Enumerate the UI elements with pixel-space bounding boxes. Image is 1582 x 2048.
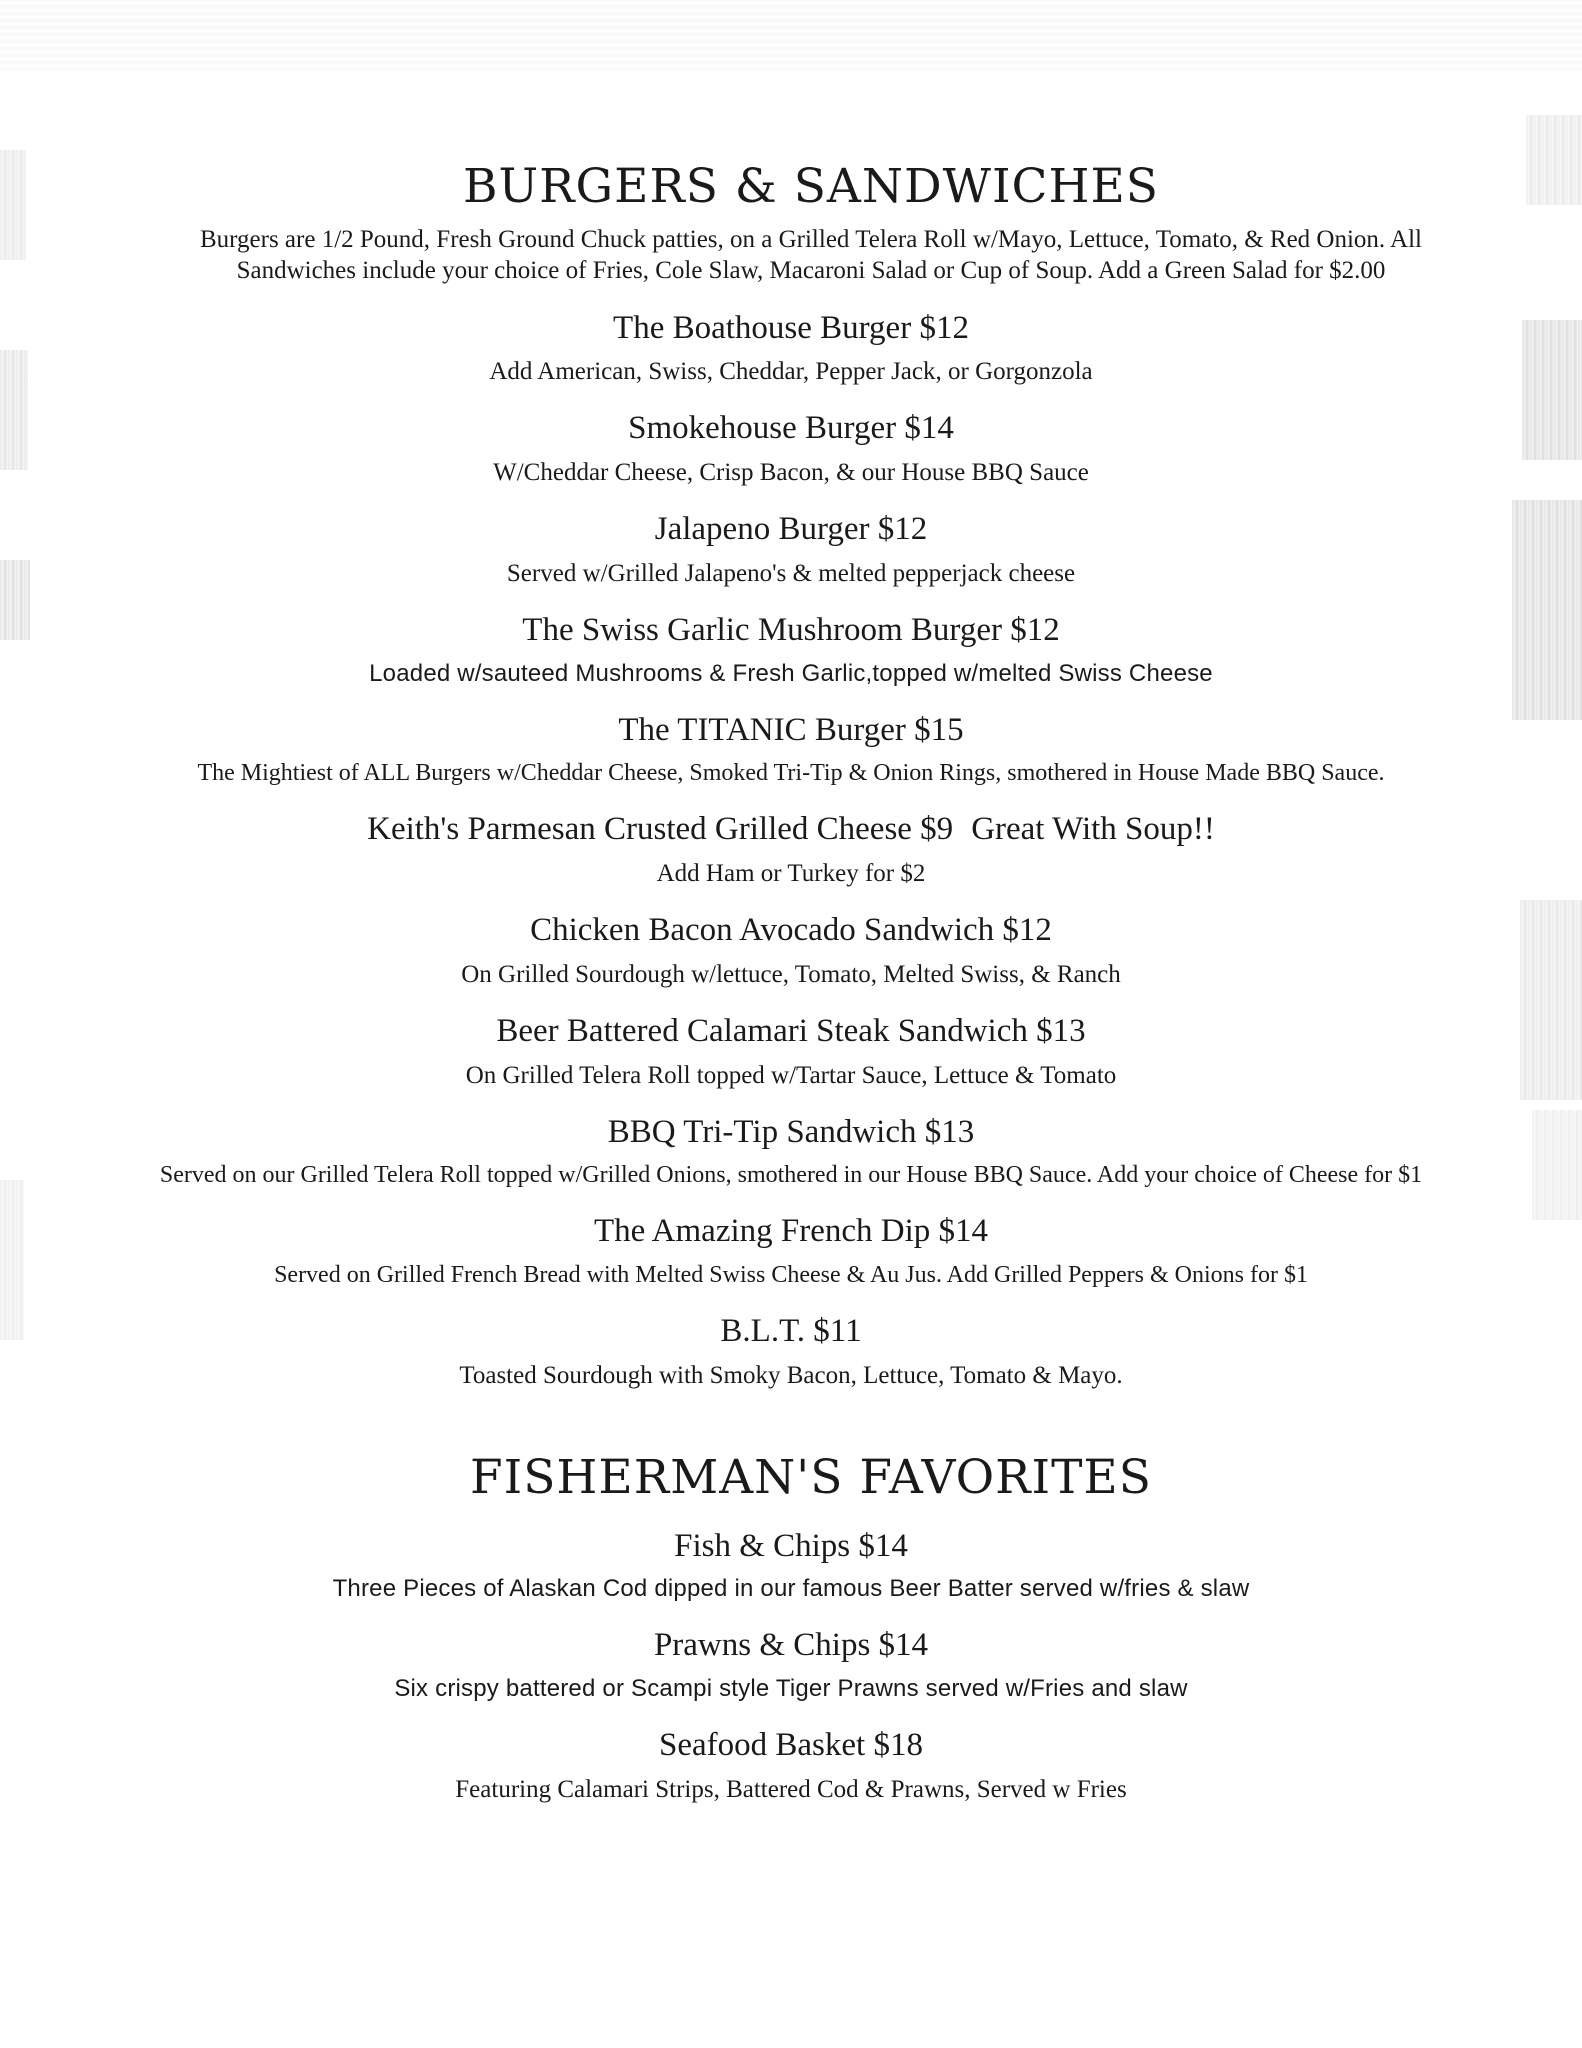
intro-line: Burgers are 1/2 Pound, Fresh Ground Chuck patties, on a Grilled Telera Roll w/Mayo, Lettuce, Tomato, & Red Onion. All xyxy=(199,226,1422,254)
menu-item-name: Chicken Bacon Avocado Sandwich $12 xyxy=(530,912,1052,949)
section-title: FISHERMAN'S FAVORITES xyxy=(470,1449,1152,1505)
menu-item xyxy=(0,1626,1582,1704)
menu-item-name: The Amazing French Dip $14 xyxy=(593,1213,989,1250)
menu-item-name: Prawns & Chips $14 xyxy=(653,1627,929,1664)
menu-item-name: The Swiss Garlic Mushroom Burger $12 xyxy=(522,612,1060,649)
menu-item xyxy=(0,1212,1582,1290)
menu-item-name: The TITANIC Burger $15 xyxy=(618,711,964,748)
menu-item-description: Three Pieces of Alaskan Cod dipped in our famous Beer Batter served w/fries & slaw xyxy=(332,1575,1250,1603)
menu-item xyxy=(0,510,1582,589)
menu-item-description: Featuring Calamari Strips, Battered Cod & Prawns, Served w Fries xyxy=(455,1775,1127,1803)
menu-item-description: Six crispy battered or Scampi style Tiger Prawns served w/Fries and slaw xyxy=(394,1675,1188,1703)
menu-item-name: Keith's Parmesan Crusted Grilled Cheese $9 xyxy=(367,811,954,848)
menu-item-name: Beer Battered Calamari Steak Sandwich $13 xyxy=(496,1012,1086,1049)
menu-item-description: The Mightiest of ALL Burgers w/Cheddar Cheese, Smoked Tri-Tip & Onion Rings, smothered in House Made BBQ Sauce. xyxy=(197,760,1385,787)
menu-item xyxy=(0,409,1582,488)
intro-line: Sandwiches include your choice of Fries, Cole Slaw, Macaroni Salad or Cup of Soup. Add a Green Salad for $2.00 xyxy=(236,257,1386,285)
menu-item-note: Great With Soup!! xyxy=(971,811,1215,848)
menu-item-name: Seafood Basket $18 xyxy=(659,1727,923,1764)
menu-item-description: On Grilled Telera Roll topped w/Tartar Sauce, Lettuce & Tomato xyxy=(465,1061,1117,1089)
menu-item xyxy=(0,1726,1582,1805)
menu-item xyxy=(0,711,1582,789)
menu-item xyxy=(0,611,1582,689)
menu-item-name: BBQ Tri-Tip Sandwich $13 xyxy=(607,1113,975,1150)
menu-item-description: Served on our Grilled Telera Roll topped w/Grilled Onions, smothered in our House BBQ Sauce. Add your choice of Cheese for $1 xyxy=(159,1162,1423,1189)
menu-item-name: Smokehouse Burger $14 xyxy=(628,410,954,447)
menu-item xyxy=(0,309,1582,388)
menu-item-name: B.L.T. $11 xyxy=(720,1312,862,1349)
menu-item-name-row xyxy=(0,810,1582,850)
menu-item-description: Loaded w/sauteed Mushrooms & Fresh Garlic,topped w/melted Swiss Cheese xyxy=(369,659,1213,687)
menu-item xyxy=(0,911,1582,990)
menu-item xyxy=(0,1113,1582,1191)
menu-page xyxy=(0,160,1582,1805)
menu-item xyxy=(0,1527,1582,1605)
menu-item xyxy=(0,1312,1582,1391)
menu-item-description: Add American, Swiss, Cheddar, Pepper Jack, or Gorgonzola xyxy=(489,358,1093,386)
menu-section-fishermans-favorites xyxy=(0,1451,1582,1805)
menu-item-description: On Grilled Sourdough w/lettuce, Tomato, Melted Swiss, & Ranch xyxy=(461,960,1121,988)
menu-item xyxy=(0,810,1582,889)
menu-item-name: Fish & Chips $14 xyxy=(674,1527,908,1564)
scan-noise-top xyxy=(0,0,1582,70)
menu-item-description: Served on Grilled French Bread with Melted Swiss Cheese & Au Jus. Add Grilled Peppers & Onions for $1 xyxy=(274,1261,1308,1288)
menu-item xyxy=(0,1012,1582,1091)
menu-item-name: The Boathouse Burger $12 xyxy=(613,309,969,346)
section-title: BURGERS & SANDWICHES xyxy=(463,159,1159,214)
section-intro xyxy=(81,224,1501,287)
menu-item-description: W/Cheddar Cheese, Crisp Bacon, & our House BBQ Sauce xyxy=(493,458,1089,486)
menu-item-description: Toasted Sourdough with Smoky Bacon, Lettuce, Tomato & Mayo. xyxy=(459,1361,1123,1389)
menu-section-burgers-sandwiches xyxy=(0,160,1582,1391)
menu-item-name: Jalapeno Burger $12 xyxy=(654,511,928,548)
menu-item-description: Add Ham or Turkey for $2 xyxy=(656,859,926,887)
menu-item-description: Served w/Grilled Jalapeno's & melted pepperjack cheese xyxy=(506,559,1076,587)
